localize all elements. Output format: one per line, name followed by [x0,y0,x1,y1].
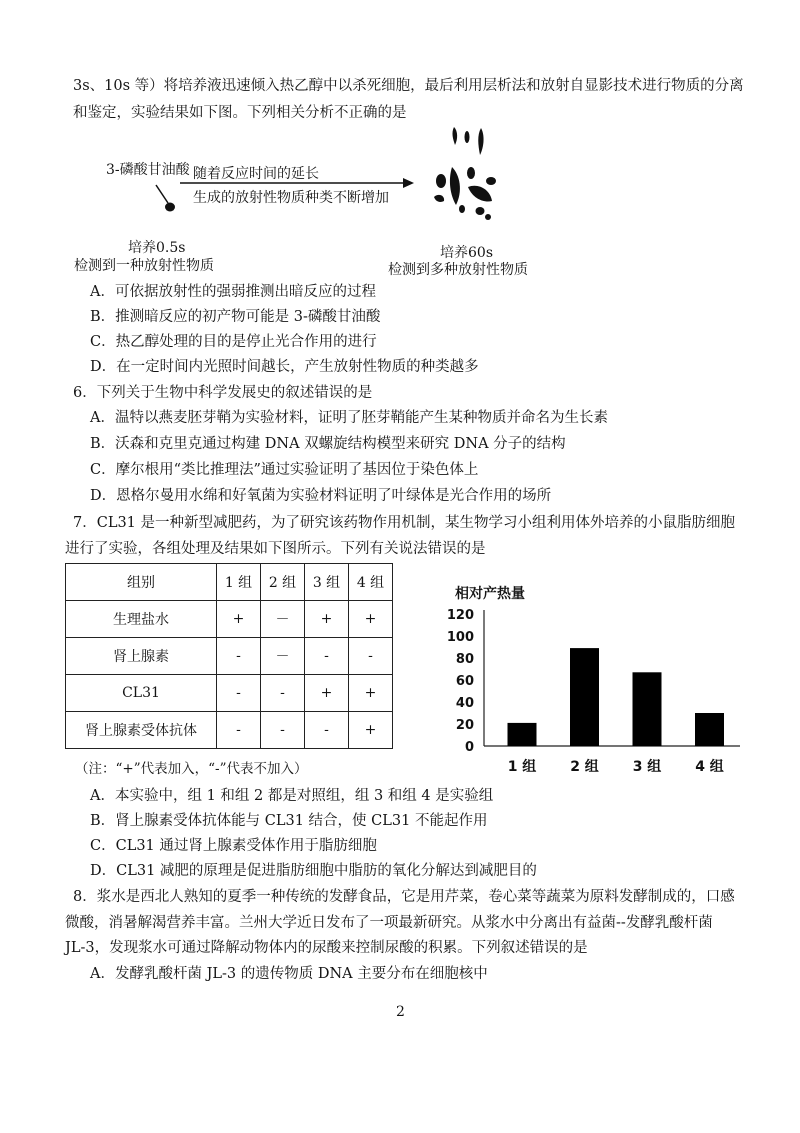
q7-option-c: C．CL31 通过肾上腺素受体作用于脂肪细胞 [90,838,377,854]
left-spot-tail [156,185,168,203]
table-header-cell: 3 组 [305,564,349,601]
table-cell: - [349,638,393,675]
table-cell: 肾上腺素受体抗体 [66,712,217,749]
right-radioactive-spots [434,127,496,220]
chromatography-diagram [70,125,530,278]
table-cell: + [305,675,349,712]
page-number: 2 [396,1004,405,1020]
table-cell: + [217,601,261,638]
arrow-top-label: 随着反应时间的延长 [193,166,319,182]
bar [695,713,724,746]
q7-option-d: D．CL31 减肥的原理是促进脂肪细胞中脂肪的氧化分解达到减肥目的 [90,863,537,879]
experiment-table [65,563,393,749]
table-cell: - [261,712,305,749]
table-header-cell: 4 组 [349,564,393,601]
right-caption-result: 检测到多种放射性物质 [388,262,528,278]
table-cell: + [349,712,393,749]
table-cell: 生理盐水 [66,601,217,638]
table-cell: - [217,675,261,712]
x-tick-label: 3 组 [632,759,662,775]
q8-line-1: 8．浆水是西北人熟知的夏季一种传统的发酵食品，它是用芹菜，卷心菜等蔬菜为原料发酵制成的，口感 [73,889,735,905]
table-cell: - [261,675,305,712]
table-cell: + [349,601,393,638]
table-cell: - [217,712,261,749]
left-caption-time: 培养0.5s [128,240,186,256]
table-header-row [66,564,393,601]
bar [633,672,662,746]
x-tick-label: 1 组 [507,759,537,775]
x-tick-label: 2 组 [570,759,599,775]
y-tick-label: 60 [455,674,474,689]
table-cell: + [349,675,393,712]
q5-option-a: A．可依据放射性的强弱推测出暗反应的过程 [90,284,376,300]
y-tick-label: 80 [455,652,474,667]
table-cell: － [261,638,305,675]
q5-option-c: C．热乙醇处理的目的是停止光合作用的进行 [90,334,377,350]
table-cell: CL31 [66,675,217,712]
q7-stem-line-1: 7．CL31 是一种新型减肥药，为了研究该药物作用机制，某生物学习小组利用体外培养的小鼠脂肪细胞 [73,515,736,531]
intro-line-2: 和鉴定，实验结果如下图。下列相关分析不正确的是 [73,105,407,121]
left-caption-result: 检测到一种放射性物质 [74,258,214,274]
table-header-cell: 1 组 [217,564,261,601]
table-cell: － [261,601,305,638]
table-row [66,601,393,638]
arrow-head [403,178,414,188]
q6-option-a: A．温特以燕麦胚芽鞘为实验材料，证明了胚芽鞘能产生某种物质并命名为生长素 [90,410,608,426]
chart-title: 相对产热量 [455,586,525,602]
table-header-cell: 2 组 [261,564,305,601]
y-tick-label: 100 [446,630,474,645]
table-cell: + [305,601,349,638]
table-cell: - [305,638,349,675]
arrow-bottom-label: 生成的放射性物质种类不断增加 [193,190,389,206]
q8-option-a: A．发酵乳酸杆菌 JL-3 的遗传物质 DNA 主要分布在细胞核中 [90,966,488,982]
y-tick-label: 120 [446,608,474,623]
bar [508,723,537,746]
right-caption-time: 培养60s [440,245,493,261]
intro-line-1: 3s、10s 等）将培养液迅速倾入热乙醇中以杀死细胞，最后利用层析法和放射自显影技术进行物质的分离 [73,78,744,94]
q8-line-3: JL-3，发现浆水可通过降解动物体内的尿酸来控制尿酸的积累。下列叙述错误的是 [65,940,588,956]
q6-stem: 6．下列关于生物中科学发展史的叙述错误的是 [73,385,373,401]
q7-option-a: A．本实验中，组 1 和组 2 都是对照组，组 3 和组 4 是实验组 [90,788,494,804]
y-tick-label: 20 [455,718,474,733]
q5-option-b: B．推测暗反应的初产物可能是 3-磷酸甘油酸 [90,309,381,325]
left-radioactive-spot [165,203,175,212]
table-row [66,638,393,675]
q7-option-b: B．肾上腺素受体抗体能与 CL31 结合，使 CL31 不能起作用 [90,813,488,829]
table-row [66,712,393,749]
q5-option-d: D．在一定时间内光照时间越长，产生放射性物质的种类越多 [90,359,479,375]
table-header-cell: 组别 [66,564,217,601]
heat-production-chart [420,580,740,780]
bar [570,648,599,746]
table-note: （注：“+”代表加入，“-”代表不加入） [75,761,308,777]
table-cell: 肾上腺素 [66,638,217,675]
x-tick-label: 4 组 [695,759,724,775]
q6-option-c: C．摩尔根用“类比推理法”通过实验证明了基因位于染色体上 [90,462,479,478]
y-tick-label: 40 [455,696,474,711]
y-tick-label: 0 [464,740,474,755]
q6-option-d: D．恩格尔曼用水绵和好氧菌为实验材料证明了叶绿体是光合作用的场所 [90,488,552,504]
table-cell: - [305,712,349,749]
q7-stem-line-2: 进行了实验，各组处理及结果如下图所示。下列有关说法错误的是 [65,541,486,557]
table-row [66,675,393,712]
table-cell: - [217,638,261,675]
q6-option-b: B．沃森和克里克通过构建 DNA 双螺旋结构模型来研究 DNA 分子的结构 [90,436,566,452]
q8-line-2: 微酸，消暑解渴营养丰富。兰州大学近日发布了一项最新研究。从浆水中分离出有益菌--发酵乳酸杆菌 [65,915,713,931]
start-substance-label: 3-磷酸甘油酸 [106,162,190,178]
